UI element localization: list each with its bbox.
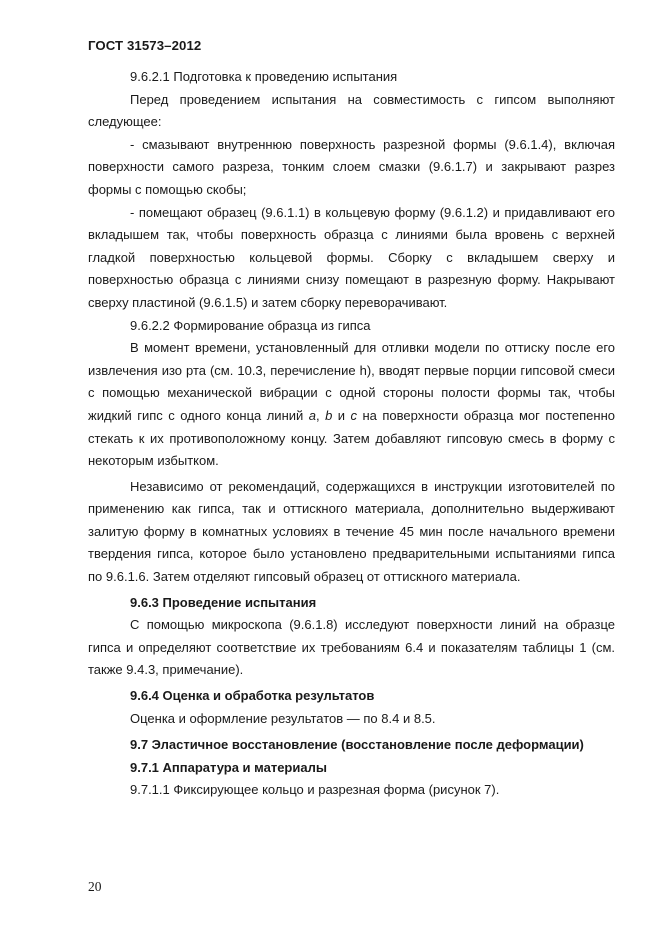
- text-run: ,: [315, 407, 326, 423]
- page-body: [88, 66, 615, 802]
- paragraph: С помощью микроскопа (9.6.1.8) исследуют поверхности линий на образце гипса и определяют соответствие их требованиям 6.4 и показателям таблицы 1 (см. также 9.4.3, примечание).: [88, 617, 615, 678]
- paragraph: Перед проведением испытания на совместимость с гипсом выполняют следующее:: [88, 91, 615, 130]
- section-9-6-3-title: 9.6.3 Проведение испытания: [130, 594, 317, 610]
- paragraph: - помещают образец (9.6.1.1) в кольцевую форму (9.6.1.2) и придавливают его вкладышем так, чтобы поверхность образца с линиями была вровень с верхней гладкой поверхностью кольцевой формы. Сборку с вкладышем сверху и поверхностью образца с линиями снизу помещают в разрезную форму. Накрывают сверху пластиной (9.6.1.5) и затем сборку переворачивают.: [88, 204, 615, 310]
- section-9-7-1-title: 9.7.1 Аппаратура и материалы: [130, 759, 327, 775]
- paragraph: - смазывают внутреннюю поверхность разрезной формы (9.6.1.4), включая поверхности самого разреза, тонким слоем смазки (9.6.1.7) и закрывают разрез формы с помощью скобы;: [88, 136, 615, 197]
- document-header: ГОСТ 31573–2012: [88, 38, 202, 53]
- section-9-6-2-2-title: 9.6.2.2 Формирование образца из гипса: [130, 317, 371, 333]
- section-9-6-2-1-title: 9.6.2.1 Подготовка к проведению испытания: [130, 69, 398, 84]
- section-9-6-4-title: 9.6.4 Оценка и обработка результатов: [130, 688, 375, 704]
- line-label-c: c: [350, 407, 358, 423]
- text-run: и: [332, 407, 351, 423]
- text-run: на поверхности образца мог постепенно стекать к их противоположному концу. Затем добавляют гипсовую смесь в форму с некоторым избытком.: [88, 407, 615, 469]
- paragraph: [88, 337, 615, 473]
- paragraph: Оценка и оформление результатов — по 8.4 и 8.5.: [130, 710, 436, 726]
- text-run: В момент времени, установленный для отливки модели по оттиску после его извлечения изо рта (см. 10.3, перечисление h), вводят первые порции гипсовой смеси с помощью механической вибрации с одной стороны полости формы так, чтобы жидкий гипс с одного конца линий: [88, 340, 615, 423]
- line-label-a: a: [308, 407, 316, 423]
- line-label-b: b: [325, 407, 333, 423]
- section-9-7-title: 9.7 Эластичное восстановление (восстановление после деформации): [130, 737, 584, 753]
- paragraph: Независимо от рекомендаций, содержащихся в инструкции изготовителей по применению как гипса, так и оттискного материала, дополнительно выдерживают залитую форму в комнатных условиях в течение 45 мин после начального времени твердения гипса, которое было установлено предварительными испытаниями гипса по 9.6.1.6. Затем отделяют гипсовый образец от оттискного материала.: [88, 478, 615, 585]
- paragraph: 9.7.1.1 Фиксирующее кольцо и разрезная форма (рисунок 7).: [130, 782, 500, 798]
- page-number: 20: [88, 879, 102, 894]
